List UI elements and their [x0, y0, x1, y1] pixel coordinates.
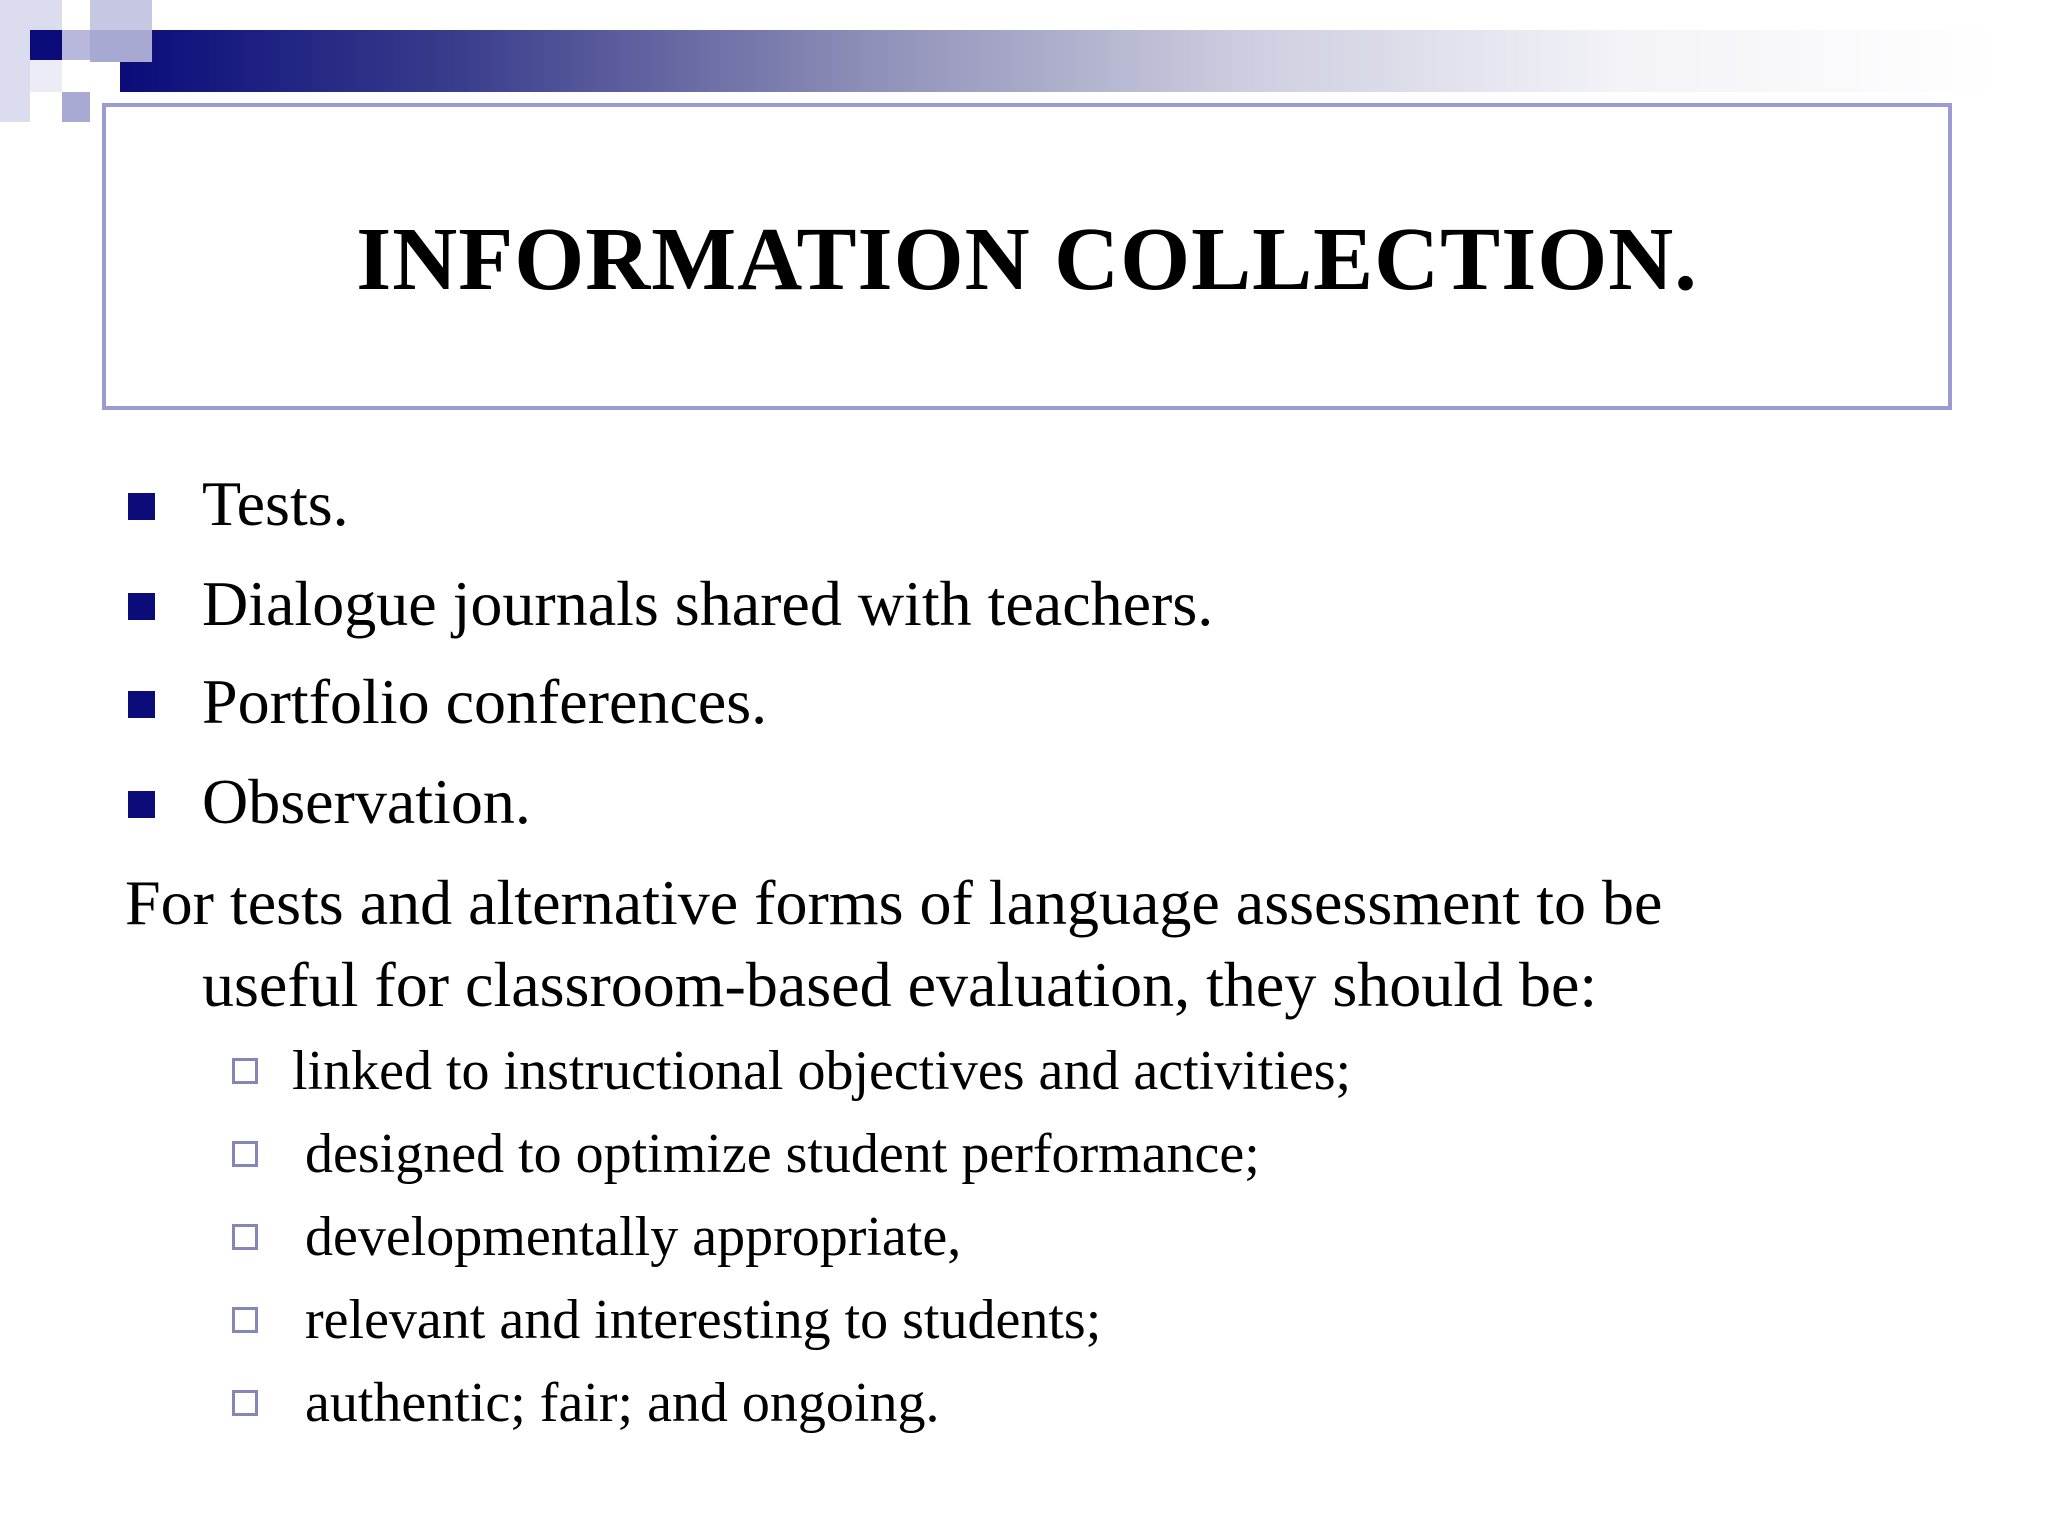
- hollow-square-bullet-icon: [232, 1058, 258, 1084]
- decor-square: [62, 92, 90, 122]
- list-item-text: Dialogue journals shared with teachers.: [202, 568, 1214, 639]
- hollow-square-bullet-icon: [232, 1390, 258, 1416]
- sub-list-item-text: developmentally appropriate,: [305, 1206, 962, 1268]
- list-item-text: Portfolio conferences.: [202, 666, 768, 737]
- sub-list-item-text: authentic; fair; and ongoing.: [305, 1372, 940, 1434]
- filled-square-bullet-icon: [128, 791, 155, 818]
- body-paragraph: [125, 862, 1925, 1026]
- sub-list-item-text: designed to optimize student performance;: [305, 1123, 1260, 1185]
- decor-square: [0, 0, 62, 30]
- decor-square: [30, 30, 62, 60]
- paragraph-line: For tests and alternative forms of language assessment to be: [125, 867, 1663, 938]
- sub-list-item-text: relevant and interesting to students;: [305, 1289, 1102, 1351]
- filled-square-bullet-icon: [128, 593, 155, 620]
- decor-square: [62, 30, 90, 60]
- hollow-square-bullet-icon: [232, 1224, 258, 1250]
- filled-square-bullet-icon: [128, 493, 155, 520]
- hollow-square-bullet-icon: [232, 1307, 258, 1333]
- decor-square: [90, 30, 152, 62]
- paragraph-line: useful for classroom-based evaluation, they should be:: [202, 949, 1598, 1020]
- header-gradient-band: [120, 30, 2000, 92]
- filled-square-bullet-icon: [128, 691, 155, 718]
- decor-square: [90, 0, 152, 30]
- decor-square: [30, 60, 62, 92]
- hollow-square-bullet-icon: [232, 1141, 258, 1167]
- sub-list-item-text: linked to instructional objectives and activities;: [292, 1040, 1352, 1102]
- list-item-text: Observation.: [202, 766, 531, 837]
- slide-title: INFORMATION COLLECTION.: [356, 210, 1698, 309]
- decor-square: [0, 30, 30, 122]
- list-item-text: Tests.: [202, 468, 349, 539]
- title-box: [102, 103, 1952, 410]
